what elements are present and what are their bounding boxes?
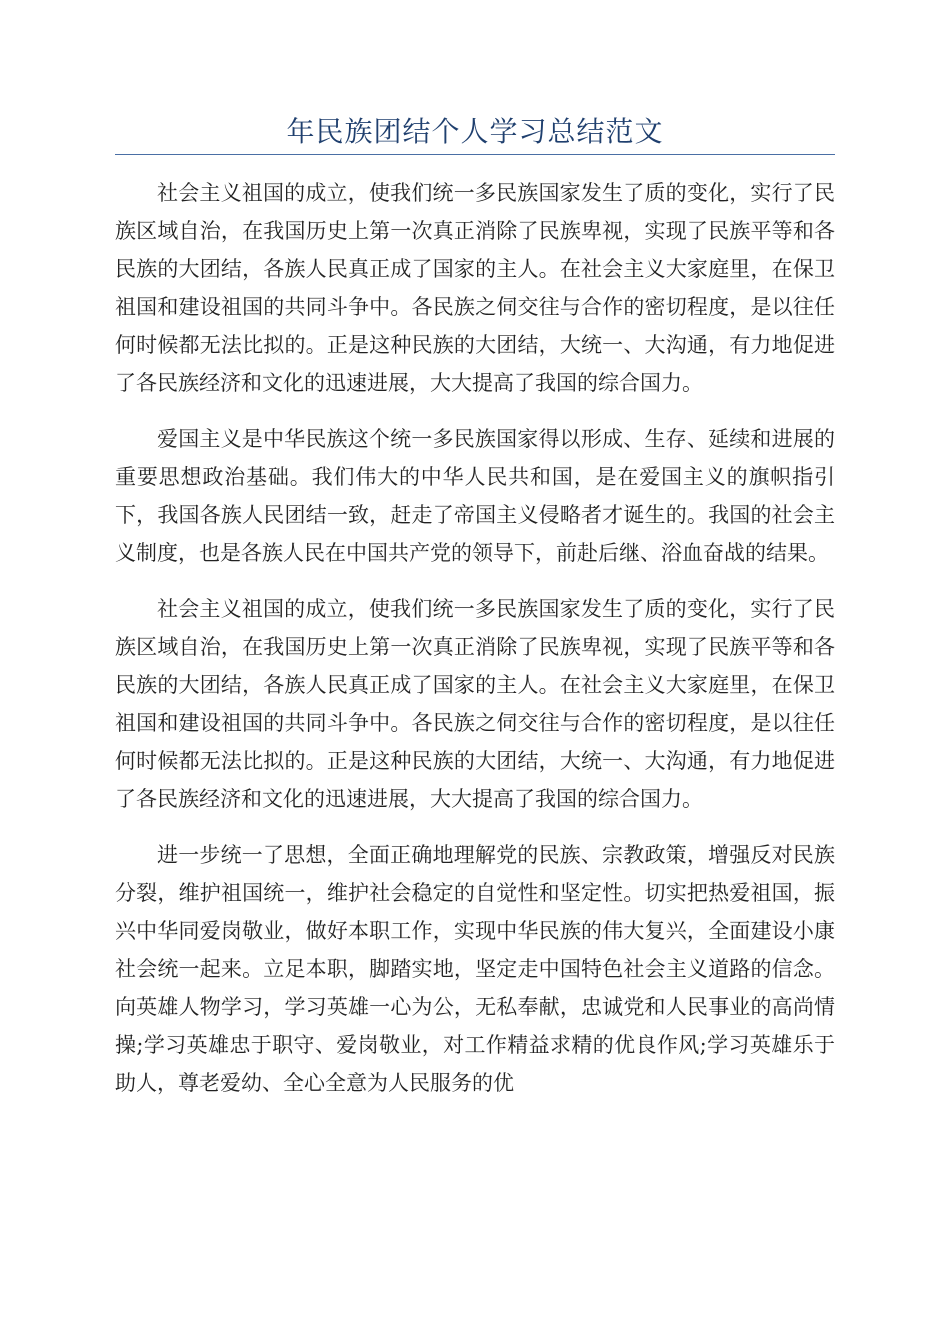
paragraph-2: 爱国主义是中华民族这个统一多民族国家得以形成、生存、延续和进展的重要思想政治基础。我们伟大的中华人民共和国，是在爱国主义的旗帜指引下，我国各族人民团结一致，赶走了帝国主义侵略者才诞生的。我国的社会主义制度，也是各族人民在中国共产党的领导下，前赴后继、浴血奋战的结果。 [115,427,835,565]
paragraph-3: 社会主义祖国的成立，使我们统一多民族国家发生了质的变化，实行了民族区域自治，在我国历史上第一次真正消除了民族卑视，实现了民族平等和各民族的大团结，各族人民真正成了国家的主人。在社会主义大家庭里，在保卫祖国和建设祖国的共同斗争中。各民族之伺交往与合作的密切程度，是以往任何时候都无法比拟的。正是这种民族的大团结，大统一、大沟通，有力地促进了各民族经济和文化的迅速进展，大大提高了我国的综合国力。 [115,597,835,811]
document-body [115,174,835,1120]
paragraph-1: 社会主义祖国的成立，使我们统一多民族国家发生了质的变化，实行了民族区域自治，在我国历史上第一次真正消除了民族卑视，实现了民族平等和各民族的大团结，各族人民真正成了国家的主人。在社会主义大家庭里，在保卫祖国和建设祖国的共同斗争中。各民族之伺交往与合作的密切程度，是以往任何时候都无法比拟的。正是这种民族的大团结，大统一、大沟通，有力地促进了各民族经济和文化的迅速进展，大大提高了我国的综合国力。 [115,181,835,395]
document-title: 年民族团结个人学习总结范文 [286,115,664,148]
paragraph-4: 进一步统一了思想，全面正确地理解党的民族、宗教政策，增强反对民族分裂，维护祖国统一，维护社会稳定的自觉性和坚定性。切实把热爱祖国，振兴中华同爱岗敬业，做好本职工作，实现中华民族的伟大复兴，全面建设小康社会统一起来。立足本职，脚踏实地，坚定走中国特色社会主义道路的信念。向英雄人物学习，学习英雄一心为公，无私奉献，忠诚党和人民事业的高尚情操;学习英雄忠于职守、爱岗敬业，对工作精益求精的优良作风;学习英雄乐于助人，尊老爱幼、全心全意为人民服务的优 [115,843,835,1095]
title-underline [115,154,835,155]
